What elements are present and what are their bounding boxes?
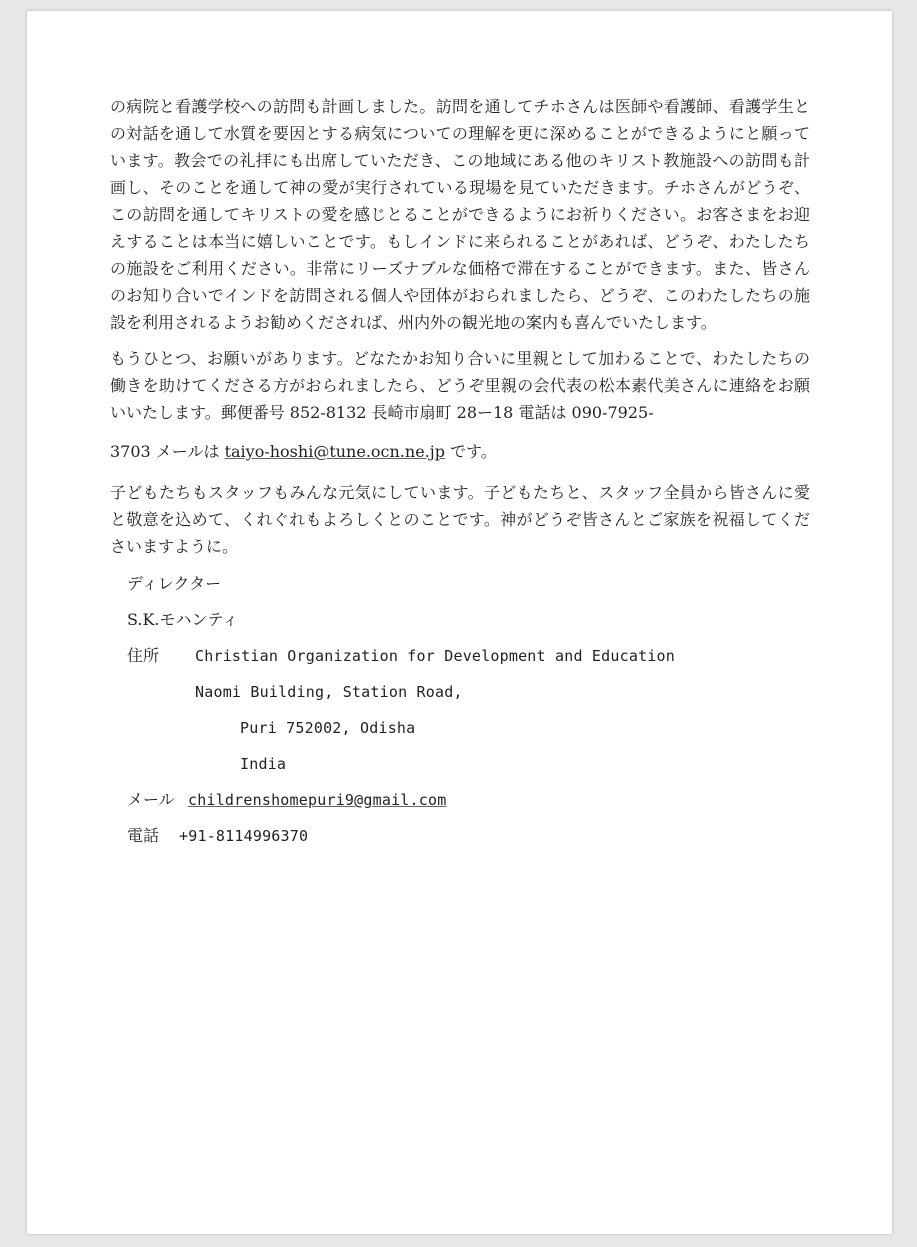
signature-name: S.K.モハンティ (127, 610, 239, 629)
contact-email-link[interactable]: taiyo-hoshi@tune.ocn.ne.jp (224, 442, 445, 461)
email-link[interactable]: childrenshomepuri9@gmail.com (188, 791, 447, 809)
phone-number: +91-8114996370 (179, 827, 309, 845)
document-body (110, 93, 810, 854)
address-row-3 (127, 710, 810, 746)
address-row-1 (127, 638, 810, 674)
address-label: 住所 (127, 646, 160, 665)
email-label: メール (127, 790, 175, 809)
paragraph-visit-plan: の病院と看護学校への訪問も計画しました。訪問を通してチホさんは医師や看護師、看護学生との対話を通して水質を要因とする病気についての理解を更に深めることができるようにと願っています。教会での礼拝にも出席していただき、この地域にある他のキリスト教施設への訪問も計画し、そのことを通して神の愛が実行されている現場を見ていただきます。チホさんがどうぞ、この訪問を通してキリストの愛を感じとることができるようにお祈りください。お客さまをお迎えすることは本当に嬉しいことです。もしインドに来られることがあれば、どうぞ、わたしたちの施設をご利用ください。非常にリーズナブルな価格で滞在することができます。また、皆さんのお知り合いでインドを訪問される個人や団体がおられましたら、どうぞ、このわたしたちの施設を利用されるようお勧めくだされば、州内外の観光地の案内も喜んでいたします。 (110, 97, 810, 332)
address-line-2: Naomi Building, Station Road, (195, 683, 463, 701)
phone-row (127, 818, 810, 854)
contact-suffix: です。 (444, 442, 497, 461)
paragraph-contact (110, 434, 810, 470)
address-row-2 (127, 674, 810, 710)
paragraph-foster-request: もうひとつ、お願いがあります。どなたかお知り合いに里親として加わることで、わたしたちの働きを助けてくださる方がおられましたら、どうぞ里親の会代表の松本素代美さんに連絡をお願いいたします。郵便番号 852-8132 長崎市扇町 28ー18 電話は 090-7925- (110, 349, 810, 422)
contact-prefix: 3703 メールは (110, 442, 225, 461)
phone-label: 電話 (127, 826, 160, 845)
address-line-4: India (240, 755, 287, 773)
address-line-3: Puri 752002, Odisha (240, 719, 416, 737)
email-row (127, 782, 810, 818)
address-row-4 (127, 746, 810, 782)
document-page (27, 11, 892, 1234)
paragraph-greetings: 子どもたちもスタッフもみんな元気にしています。子どもたちと、スタッフ全員から皆さんに愛と敬意を込めて、くれぐれもよろしくとのことです。神がどうぞ皆さんとご家族を祝福してくださいますように。 (110, 483, 810, 556)
address-line-1: Christian Organization for Development and Education (195, 647, 675, 665)
signature-title: ディレクター (127, 574, 222, 593)
signature-block (110, 566, 810, 854)
